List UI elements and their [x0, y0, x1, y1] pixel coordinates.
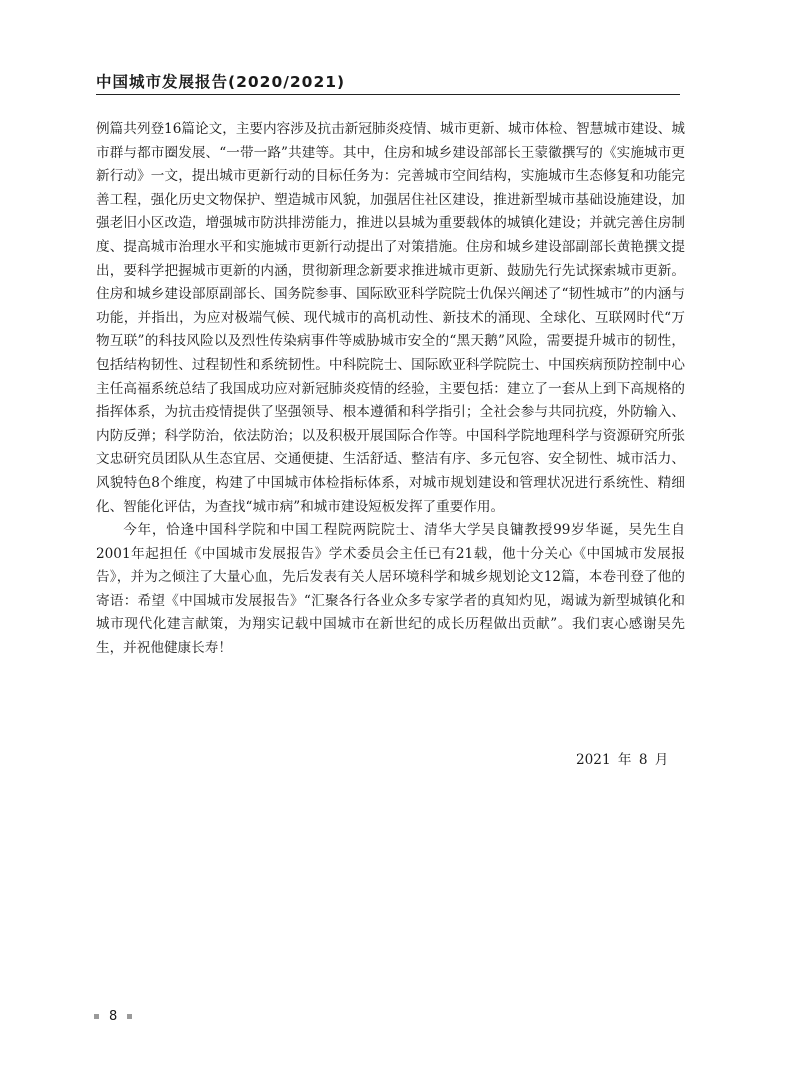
page-number: 8 — [109, 1008, 118, 1024]
signature-date: 2021 年 8 月 — [576, 752, 669, 768]
running-head-title: 中国城市发展报告(2020/2021) — [96, 73, 346, 91]
paragraph-dedication: 今年，恰逢中国科学院和中国工程院两院院士、清华大学吴良镛教授99岁华诞，吴先生自2001年起担任《中国城市发展报告》学术委员会主任已有21载，他十分关心《中国城市发展报告》，并为之倾注了大量心血，先后发表有关人居环境科学和城乡规划论文12篇，本卷刊登了他的寄语：希望《中国城市发展报告》“汇聚各行各业众多专家学者的真知灼见，竭诚为新型城镇化和城市现代化建言献策，为翔实记载中国城市在新世纪的成长历程做出贡献”。我们衷心感谢吴先生，并祝他健康长寿！ — [96, 522, 685, 657]
folio-square-icon — [127, 1014, 132, 1019]
page-footer — [94, 1006, 132, 1026]
paragraph-continued: 例篇共列登16篇论文，主要内容涉及抗击新冠肺炎疫情、城市更新、城市体检、智慧城市建设、城市群与都市圈发展、“一带一路”共建等。其中，住房和城乡建设部部长王蒙徽撰写的《实施城市更新行动》一文，提出城市更新行动的目标任务为：完善城市空间结构，实施城市生态修复和功能完善工程，强化历史文物保护、塑造城市风貌，加强居住社区建设，推进新型城市基础设施建设，加强老旧小区改造，增强城市防洪排涝能力，推进以县城为重要载体的城镇化建设；并就完善住房制度、提高城市治理水平和实施城市更新行动提出了对策措施。住房和城乡建设部副部长黄艳撰文提出，要科学把握城市更新的内涵，贯彻新理念新要求推进城市更新、鼓励先行先试探索城市更新。住房和城乡建设部原副部长、国务院参事、国际欧亚科学院院士仇保兴阐述了“韧性城市”的内涵与功能，并指出，为应对极端气候、现代城市的高机动性、新技术的涌现、全球化、互联网时代“万物互联”的科技风险以及烈性传染病事件等威胁城市安全的“黑天鹅”风险，需要提升城市的韧性，包括结构韧性、过程韧性和系统韧性。中科院院士、国际欧亚科学院院士、中国疾病预防控制中心主任高福系统总结了我国成功应对新冠肺炎疫情的经验，主要包括：建立了一套从上到下高规格的指挥体系，为抗击疫情提供了坚强领导、根本遵循和科学指引；全社会参与共同抗疫，外防输入、内防反弹；科学防治，依法防治；以及积极开展国际合作等。中国科学院地理科学与资源研究所张文忠研究员团队从生态宜居、交通便捷、生活舒适、整洁有序、多元包容、安全韧性、城市活力、风貌特色8个维度，构建了中国城市体检指标体系，对城市规划建设和管理状况进行系统性、精细化、智能化评估，为查找“城市病”和城市建设短板发挥了重要作用。 — [96, 121, 685, 515]
header-rule — [96, 94, 680, 95]
folio-square-icon — [94, 1014, 99, 1019]
body-text — [96, 118, 685, 661]
